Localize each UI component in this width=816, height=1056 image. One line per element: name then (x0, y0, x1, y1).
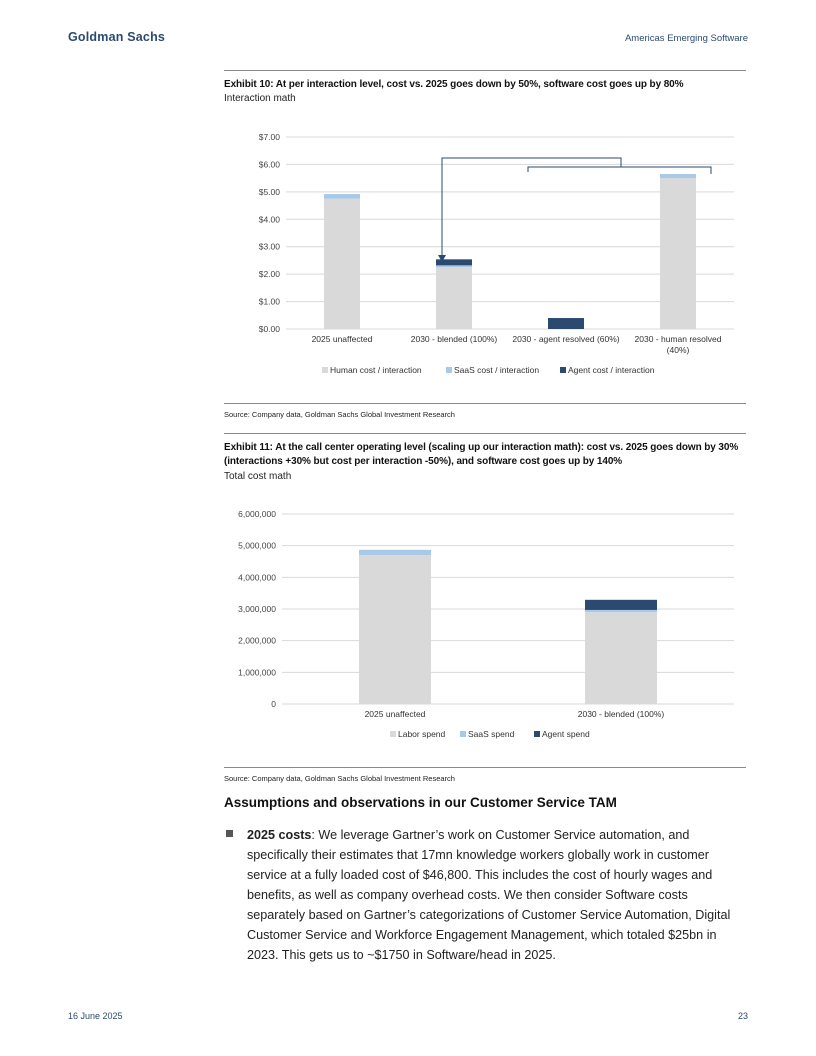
legend-swatch (560, 367, 566, 373)
y-tick-label: 2,000,000 (238, 635, 276, 646)
arrow-connector (442, 158, 621, 256)
exhibit11-source: Source: Company data, Goldman Sachs Global Investment Research (224, 774, 455, 783)
x-category-label: 2030 - human resolved (634, 334, 722, 344)
assumptions-heading: Assumptions and observations in our Customer Service TAM (224, 795, 617, 810)
footer-date: 16 June 2025 (68, 1011, 123, 1021)
y-tick-label: 6,000,000 (238, 509, 276, 519)
exhibit10-source: Source: Company data, Goldman Sachs Global Investment Research (224, 410, 455, 419)
legend-swatch (534, 731, 540, 737)
y-tick-label: 5,000,000 (238, 540, 276, 551)
bar-segment (324, 199, 360, 329)
y-tick-label: 4,000,000 (238, 572, 276, 583)
legend-label: SaaS spend (468, 729, 515, 739)
exhibit11-title: Exhibit 11: At the call center operating level (scaling up our interaction math): cost vs. 2025 goes down by 30% (interactions +30% but cost per interaction -50%), and software cost goes up by 140% (224, 442, 739, 467)
y-tick-label: 1,000,000 (238, 667, 276, 678)
legend-label: Human cost / interaction (330, 365, 422, 375)
bullet-lead: 2025 costs (247, 828, 312, 842)
assumptions-bullet-paragraph (247, 825, 747, 965)
bar-segment (436, 267, 472, 329)
bar-segment (324, 194, 360, 199)
section-title: Americas Emerging Software (624, 33, 748, 44)
exhibit11-subtitle: Total cost math (224, 471, 292, 482)
y-tick-label: 3,000,000 (238, 604, 276, 614)
x-category-label: 2025 unaffected (364, 709, 426, 719)
exhibit10-title: Exhibit 10: At per interaction level, cost vs. 2025 goes down by 50%, software cost goes up by 80% (224, 79, 684, 90)
exhibit11-chart (224, 500, 748, 748)
exhibit10-chart (224, 122, 748, 384)
y-tick-label: $5.00 (258, 186, 280, 197)
x-category-label: 2025 unaffected (311, 334, 373, 344)
bar-segment (585, 610, 657, 612)
exhibit10-top-rule (224, 70, 746, 71)
bar-segment (585, 612, 657, 704)
bar-segment (436, 265, 472, 267)
legend-swatch (390, 731, 396, 737)
bar-segment (660, 174, 696, 178)
bracket-connector (528, 167, 711, 174)
legend-swatch (460, 731, 466, 737)
x-category-label: 2030 - blended (100%) (577, 709, 665, 719)
legend-swatch (322, 367, 328, 373)
bullet-square-icon (226, 830, 233, 837)
exhibit11-bottom-rule (224, 767, 746, 768)
y-tick-label: $2.00 (258, 269, 280, 280)
footer-page-number: 23 (737, 1011, 748, 1021)
legend-swatch (446, 367, 452, 373)
exhibit10-bottom-rule (224, 403, 746, 404)
bar-segment (585, 600, 657, 610)
exhibit11-top-rule (224, 433, 746, 434)
x-category-label: 2030 - agent resolved (60%) (512, 334, 620, 344)
brand-logo-text: Goldman Sachs (68, 30, 166, 44)
bar-segment (548, 318, 584, 329)
y-tick-label: 0 (271, 699, 276, 709)
bar-segment (660, 178, 696, 329)
legend-label: Agent cost / interaction (568, 365, 655, 375)
legend-label: Agent spend (542, 729, 590, 739)
y-tick-label: $1.00 (258, 296, 280, 307)
y-tick-label: $7.00 (258, 132, 280, 142)
y-tick-label: $6.00 (258, 159, 280, 170)
legend-label: SaaS cost / interaction (454, 365, 540, 375)
y-tick-label: $0.00 (258, 324, 280, 334)
bullet-text: : We leverage Gartner’s work on Customer Service automation, and specifically their estimates that 17mn knowledge workers globally work in customer service at a fully loaded cost of $46,800. This includes the cost of hourly wages and benefits, as well as company overhead costs. We then consider Software costs separately based on Gartner’s categorizations of Customer Service Automation, Digital Customer Service and Workforce Engagement Management, which totaled $25bn in 2023. This gets us to ~$1750 in Software/head in 2025. (247, 828, 731, 962)
x-category-label: 2030 - blended (100%) (410, 334, 498, 344)
y-tick-label: $4.00 (258, 214, 280, 225)
legend-label: Labor spend (398, 729, 446, 739)
bar-segment (359, 555, 431, 704)
bar-segment (359, 550, 431, 555)
x-category-label: (40%) (666, 345, 690, 355)
exhibit10-subtitle: Interaction math (224, 93, 296, 104)
y-tick-label: $3.00 (258, 241, 280, 252)
